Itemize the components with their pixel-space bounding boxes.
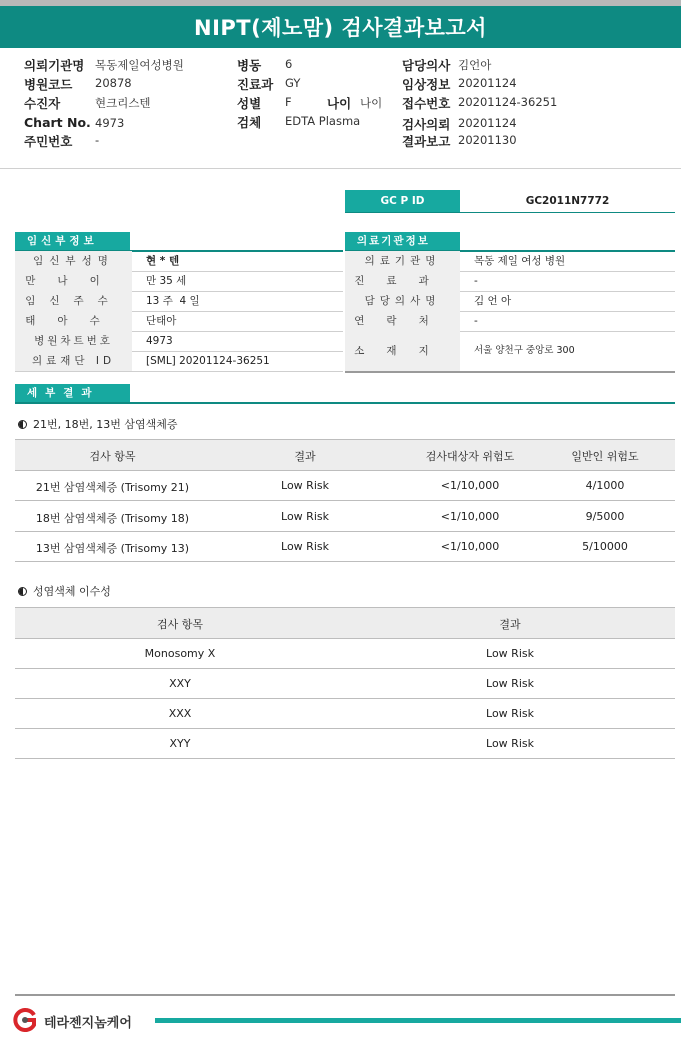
gcp-id-label: GC P ID [345,190,460,212]
sex-chromosome-table-header [15,607,675,639]
patient-value-weeks: 13 주 4 일 [146,295,200,307]
value-ward: 6 [285,57,293,71]
cell-result: Low Risk [281,510,329,523]
gcp-id-value: GC2011N7772 [525,195,610,207]
footer-accent-bar [155,1018,681,1023]
patient-value-fetus: 단태아 [146,315,177,327]
row-divider [345,371,675,373]
table-row [15,728,675,759]
col-header-item: 검사 항목 [156,618,203,631]
patient-row-age [15,271,343,291]
inst-row-contact [345,311,675,331]
half-circle-icon [18,587,27,596]
patient-label-name: 임신부성명 [15,251,132,271]
inst-label-address: 소재지 [345,331,460,371]
label-chart-no: Chart No. [24,115,91,130]
inst-row-address [345,331,675,371]
col-header-result: 결과 [499,618,521,631]
sex-chromosome-heading [18,583,111,599]
inst-label-doctor: 담당의사명 [345,291,460,311]
label-department: 진료과 [237,77,274,92]
inst-label-department: 진료과 [345,271,460,291]
cell-result: Low Risk [486,707,534,720]
label-patient: 수진자 [24,96,61,111]
label-hospital-code: 병원코드 [24,77,73,92]
inst-row-department [345,271,675,291]
col-header-subject-risk: 검사대상자 위험도 [425,450,515,463]
cell-subject-risk: <1/10,000 [440,510,500,523]
institution-section-tab: 의료기관정보 [345,232,460,251]
value-clinical-info: 20201124 [458,76,517,90]
sex-chromosome-heading-text: 성염색체 이수성 [33,585,111,598]
patient-label-weeks: 임신주수 [15,291,132,311]
patient-value-name: 현 * 텐 [146,255,180,267]
cell-result: Low Risk [281,479,329,492]
header-divider [0,168,681,169]
table-row [15,698,675,729]
logo-mark-icon [10,1008,40,1032]
cell-general-risk: 4/1000 [585,479,625,492]
cell-item: 13번 삼염색체증 (Trisomy 13) [35,542,190,555]
patient-label-foundation-id: 의료재단 ID [15,351,132,371]
label-receipt-no: 접수번호 [402,96,451,111]
table-row [15,501,675,532]
label-request-date: 검사의뢰 [402,117,451,132]
label-resident-no: 주민번호 [24,134,73,149]
patient-row-weeks [15,291,343,311]
value-age: 나이 [360,96,383,110]
value-institution: 목동제일여성병원 [95,58,184,72]
value-patient: 현크리스텐 [95,96,151,110]
value-doctor: 김언아 [458,58,492,72]
patient-section-tab: 임신부정보 [15,232,130,251]
table-row [15,531,675,562]
cell-result: Low Risk [486,677,534,690]
patient-row-name [15,251,343,271]
col-header-result: 결과 [294,450,316,463]
patient-value-chart: 4973 [146,335,173,347]
inst-row-name [345,251,675,271]
table-row [15,638,675,669]
row-divider [15,371,343,372]
patient-row-fetus [15,311,343,331]
col-header-item: 검사 항목 [89,450,136,463]
trisomy-heading [18,416,177,432]
cell-result: Low Risk [281,540,329,553]
value-resident-no: - [95,133,100,147]
patient-row-foundation-id [15,351,343,371]
cell-item: Monosomy X [144,647,216,660]
label-ward: 병동 [237,58,262,73]
report-title: NIPT(제노맘) 검사결과보고서 [194,16,487,40]
gcp-id-box [345,190,675,213]
cell-subject-risk: <1/10,000 [440,479,500,492]
label-specimen: 검체 [237,115,262,130]
label-report-date: 결과보고 [402,134,451,149]
value-request-date: 20201124 [458,116,517,130]
inst-label-contact: 연락처 [345,311,460,331]
patient-label-age: 만나이 [15,271,132,291]
details-section-tab: 세부결과 [15,384,130,403]
value-receipt-no: 20201124-36251 [458,95,558,109]
label-sex: 성별 [237,96,262,111]
value-sex: F [285,95,292,109]
value-hospital-code: 20878 [95,76,132,90]
inst-value-contact: - [474,315,478,327]
cell-item: 18번 삼염색체증 (Trisomy 18) [35,512,190,525]
cell-item: XXY [169,677,191,690]
cell-result: Low Risk [486,647,534,660]
cell-item: XYY [169,737,191,750]
trisomy-heading-text: 21번, 18번, 13번 삼염색체증 [33,418,178,431]
value-specimen: EDTA Plasma [285,114,361,128]
patient-label-fetus: 태아수 [15,311,132,331]
patient-value-age: 만 35 세 [146,275,187,287]
patient-label-chart: 병원차트번호 [15,331,132,351]
label-doctor: 담당의사 [402,58,451,73]
company-name: 테라젠지놈케어 [44,1016,132,1031]
label-clinical-info: 임상정보 [402,77,451,92]
value-report-date: 20201130 [458,133,517,147]
label-institution: 의뢰기관명 [24,58,85,73]
col-header-general-risk: 일반인 위험도 [571,450,639,463]
inst-value-address: 서울 양천구 중앙로 300 [474,345,575,356]
cell-subject-risk: <1/10,000 [440,540,500,553]
patient-value-foundation-id: [SML] 20201124-36251 [146,355,270,367]
report-title-bar [0,6,681,48]
cell-item: XXX [168,707,192,720]
cell-item: 21번 삼염색체증 (Trisomy 21) [35,481,190,494]
inst-label-name: 의료기관명 [345,251,460,271]
cell-general-risk: 5/10000 [582,540,628,553]
value-department: GY [285,76,301,90]
inst-row-doctor [345,291,675,311]
inst-value-doctor: 김 언 아 [474,295,512,307]
trisomy-table-header [15,439,675,471]
label-age: 나이 [327,96,352,111]
half-circle-icon [18,420,27,429]
table-row [15,668,675,699]
cell-result: Low Risk [486,737,534,750]
patient-row-chart [15,331,343,351]
table-row [15,470,675,501]
inst-value-name: 목동 제일 여성 병원 [474,255,566,267]
cell-general-risk: 9/5000 [585,510,625,523]
value-chart-no: 4973 [95,116,125,130]
details-section-line [15,402,675,404]
footer-divider [15,994,675,996]
inst-value-department: - [474,275,478,287]
